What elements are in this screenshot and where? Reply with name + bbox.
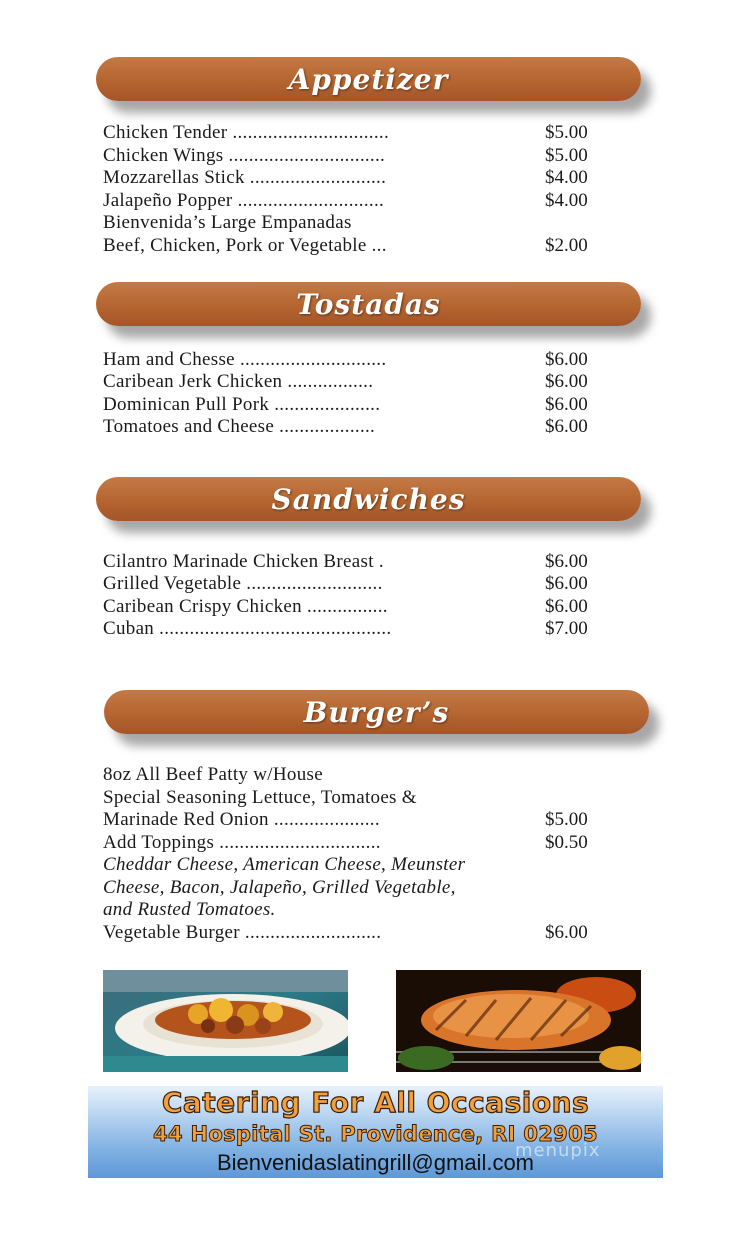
menu-item: Jalapeño Popper ............................. — [103, 190, 385, 211]
menu-item: Caribean Jerk Chicken ................. — [103, 371, 374, 392]
catering-footer — [88, 1086, 663, 1178]
menu-price: $6.00 — [545, 922, 588, 943]
menu-price: $6.00 — [545, 551, 588, 572]
menu-item: Beef, Chicken, Pork or Vegetable ... — [103, 235, 387, 256]
menu-price: $6.00 — [545, 573, 588, 594]
burger-description: 8oz All Beef Patty w/House — [103, 764, 323, 785]
menu-item: Chicken Wings ............................... — [103, 145, 386, 166]
menu-price: $5.00 — [545, 122, 588, 143]
menu-item: Vegetable Burger ........................... — [103, 922, 382, 943]
menu-item: Cuban .............................................. — [103, 618, 392, 639]
appetizer-title: Appetizer — [288, 62, 449, 96]
menu-price: $6.00 — [545, 394, 588, 415]
menu-price: $7.00 — [545, 618, 588, 639]
sandwiches-title: Sandwiches — [271, 482, 466, 516]
menu-item: Ham and Chesse ............................. — [103, 349, 387, 370]
menu-item: Chicken Tender ............................... — [103, 122, 389, 143]
address: 44 Hospital St. Providence, RI 02905 — [153, 1122, 598, 1146]
menu-price: $6.00 — [545, 371, 588, 392]
burger-description: Special Seasoning Lettuce, Tomatoes & — [103, 787, 417, 808]
toppings-list: and Rusted Tomatoes. — [103, 899, 276, 920]
menu-price: $2.00 — [545, 235, 588, 256]
menu-price: $5.00 — [545, 145, 588, 166]
menu-price: $6.00 — [545, 349, 588, 370]
catering-headline: Catering For All Occasions — [161, 1086, 590, 1119]
menu-item: Mozzarellas Stick ........................... — [103, 167, 387, 188]
menu-price: $6.00 — [545, 596, 588, 617]
menu-price: $6.00 — [545, 416, 588, 437]
tostadas-banner — [96, 282, 641, 326]
menu-item: Tomatoes and Cheese ................... — [103, 416, 376, 437]
email-link[interactable]: Bienvenidaslatingrill@gmail.com — [216, 1150, 535, 1175]
menu-price: $5.00 — [545, 809, 588, 830]
menu-price: $4.00 — [545, 167, 588, 188]
menu-item: Caribean Crispy Chicken ................ — [103, 596, 388, 617]
menu-item: Marinade Red Onion ..................... — [103, 809, 380, 830]
menu-price: $0.50 — [545, 832, 588, 853]
burgers-title: Burger’s — [303, 695, 450, 729]
toppings-list: Cheddar Cheese, American Cheese, Meunster — [103, 854, 466, 875]
appetizer-banner — [96, 57, 641, 101]
menu-item: Dominican Pull Pork ..................... — [103, 394, 381, 415]
burgers-banner — [104, 690, 649, 734]
sandwiches-banner — [96, 477, 641, 521]
menu-item: Cilantro Marinade Chicken Breast . — [103, 551, 384, 572]
grilled-chicken-photo — [396, 970, 641, 1072]
toppings-list: Cheese, Bacon, Jalapeño, Grilled Vegetable, — [103, 877, 456, 898]
watermark: menupix — [515, 1140, 601, 1161]
menu-item: Bienvenida’s Large Empanadas — [103, 212, 352, 233]
menu-item: Add Toppings ................................ — [103, 832, 381, 853]
tostadas-title: Tostadas — [296, 287, 441, 321]
menu-item: Grilled Vegetable ........................... — [103, 573, 383, 594]
menu-price: $4.00 — [545, 190, 588, 211]
stew-plate-photo — [103, 970, 348, 1072]
